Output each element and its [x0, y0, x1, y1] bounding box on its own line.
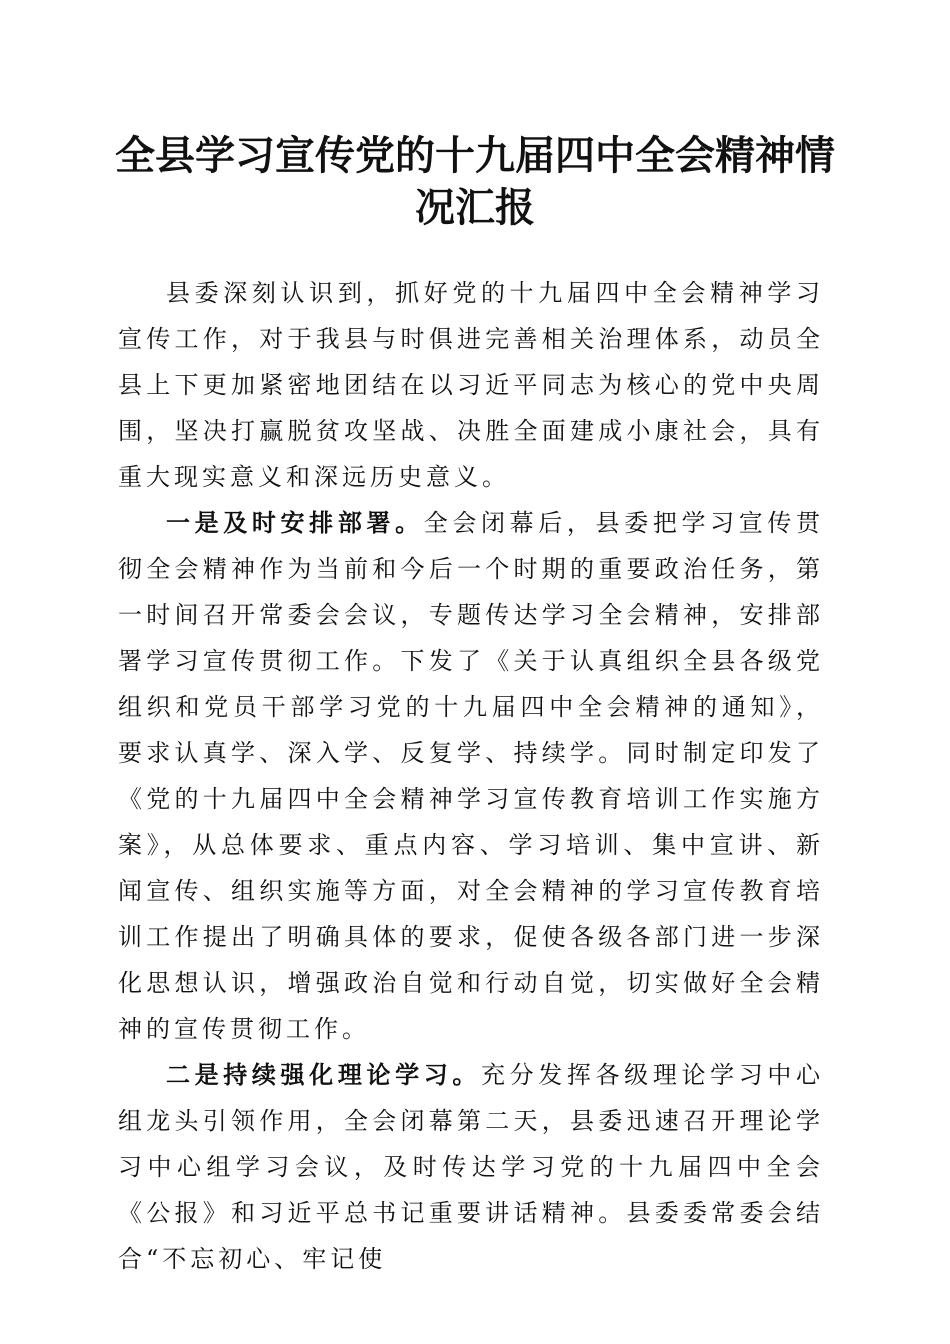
section-heading: 一是及时安排部署。: [166, 508, 424, 537]
paragraph-text: 县委深刻认识到，抓好党的十九届四中全会精神学习宣传工作，对于我县与时俱进完善相关治理体系，动员全县上下更加紧密地团结在以习近平同志为核心的党中央周围，坚决打赢脱贫攻坚战、决胜全面建成小康社会，具有重大现实意义和深远历史意义。: [118, 279, 824, 491]
document-body: [118, 270, 824, 1282]
paragraph-section-one: [118, 500, 824, 1052]
paragraph-text: 全会闭幕后，县委把学习宣传贯彻全会精神作为当前和今后一个时期的重要政治任务，第一时间召开常委会会议，专题传达学习全会精神，安排部署学习宣传贯彻工作。下发了《关于认真组织全县各级党组织和党员干部学习党的十九届四中全会精神的通知》，要求认真学、深入学、反复学、持续学。同时制定印发了《党的十九届四中全会精神学习宣传教育培训工作实施方案》，从总体要求、重点内容、学习培训、集中宣讲、新闻宣传、组织实施等方面，对全会精神的学习宣传教育培训工作提出了明确具体的要求，促使各级各部门进一步深化思想认识，增强政治自觉和行动自觉，切实做好全会精神的宣传贯彻工作。: [118, 509, 825, 1043]
paragraph-section-two: [118, 1052, 824, 1282]
paragraph-intro: [118, 270, 824, 500]
paragraph-text: 充分发挥各级理论学习中心组龙头引领作用，全会闭幕第二天，县委迅速召开理论学习中心组学习会议，及时传达学习党的十九届四中全会《公报》和习近平总书记重要讲话精神。县委委常委会结合“不忘初心、牢记使: [118, 1061, 824, 1273]
document-title: 全县学习宣传党的十九届四中全会精神情况汇报: [115, 132, 835, 231]
section-heading: 二是持续强化理论学习。: [166, 1060, 481, 1089]
